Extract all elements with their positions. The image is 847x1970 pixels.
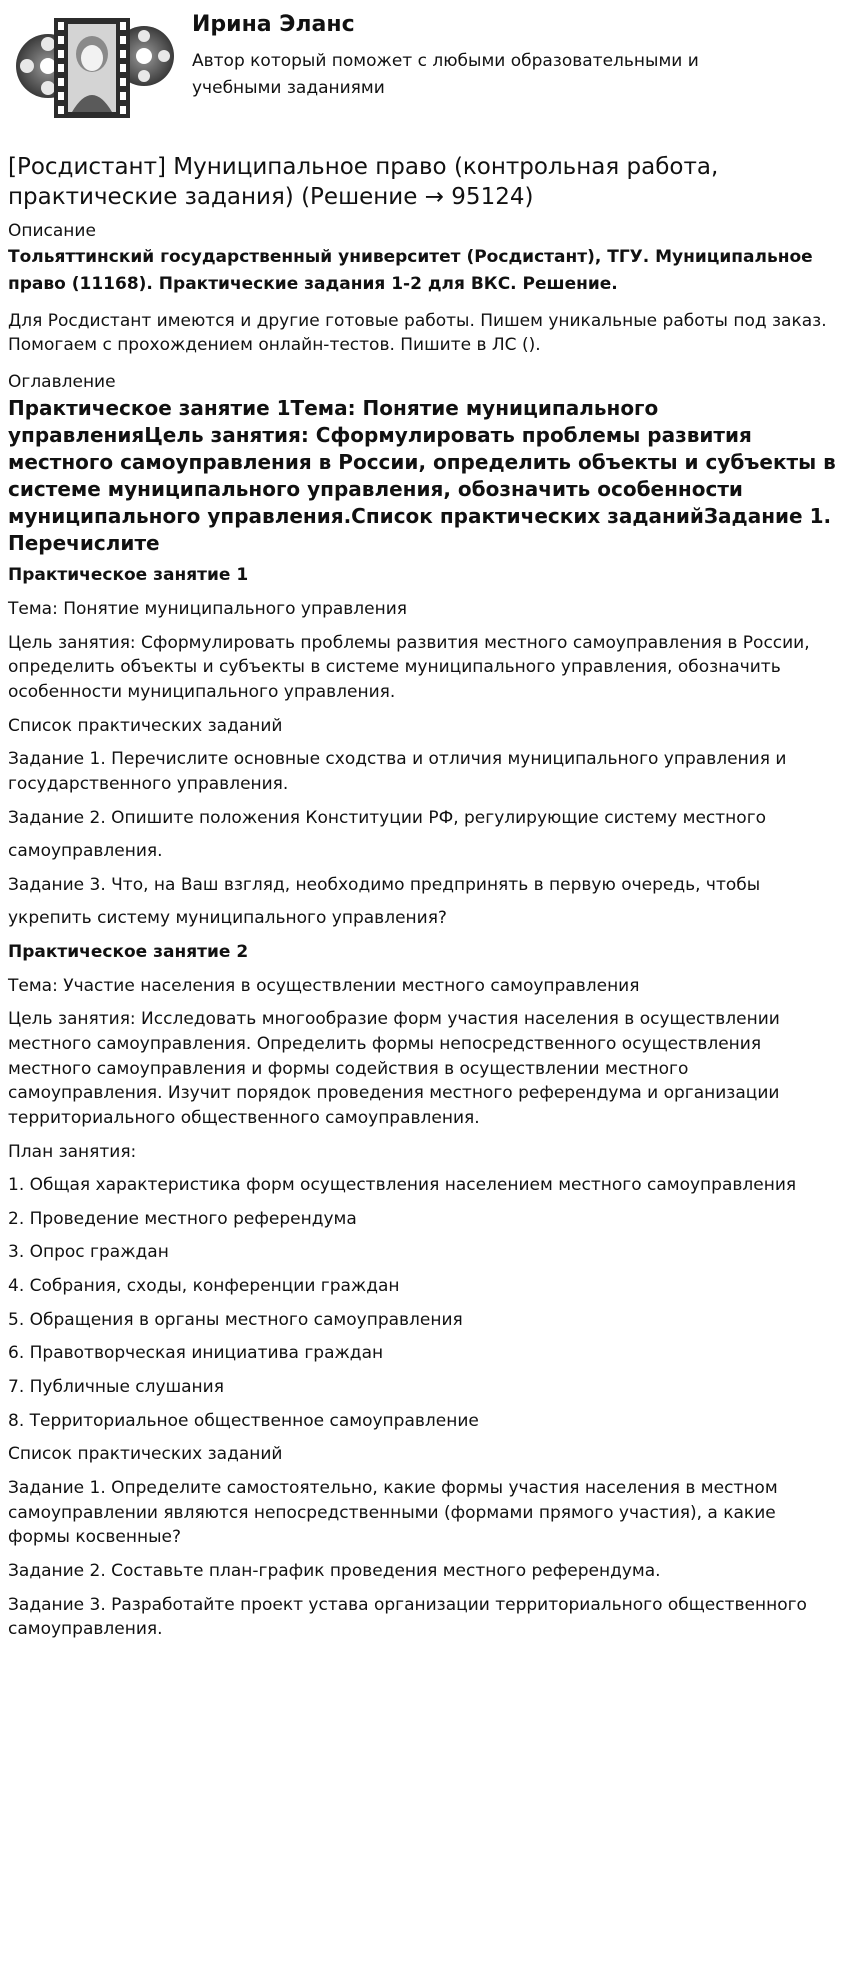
practice1-task1: Задание 1. Перечислите основные сходства и отличия муниципального управления и государственного управления. (8, 749, 787, 794)
author-description: Автор который поможет с любыми образовательными и учебными заданиями (192, 51, 699, 98)
practice1-tasks-label: Список практических заданий (8, 715, 283, 736)
plan-item: 8. Территориальное общественное самоуправление (8, 1410, 479, 1431)
description-text: Для Росдистант имеются и другие готовые работы. Пишем уникальные работы под заказ. Помогаем с прохождением онлайн-тестов. Пишите в ЛС (). (8, 310, 827, 356)
toc-heading: Практическое занятие 1Тема: Понятие муниципального управленияЦель занятия: Сформулировать проблемы развития местного самоуправления в России, определить объекты и субъекты в системе муниципального управления, обозначить особенности муниципального управления.Список практических заданийЗадание 1. Перечислите (8, 396, 836, 556)
author-card (8, 8, 839, 128)
plan-item: 4. Собрания, сходы, конференции граждан (8, 1276, 400, 1297)
author-name[interactable]: Ирина Эланс (192, 12, 355, 37)
film-reel-avatar-icon (8, 8, 180, 128)
practice2-heading: Практическое занятие 2 (8, 942, 249, 963)
practice1-task3: Задание 3. Что, на Ваш взгляд, необходимо предпринять в первую очередь, чтобы (8, 874, 761, 895)
practice1-task2-continued: самоуправления. (8, 841, 163, 862)
plan-item: 7. Публичные слушания (8, 1377, 224, 1398)
practice1-goal: Цель занятия: Сформулировать проблемы развития местного самоуправления в России, определить объекты и субъекты в системе муниципального управления, обозначить особенности муниципального управления. (8, 632, 810, 702)
practice2-topic: Тема: Участие населения в осуществлении местного самоуправления (8, 975, 640, 996)
plan-item: 1. Общая характеристика форм осуществления населением местного самоуправления (8, 1175, 797, 1196)
practice1-topic: Тема: Понятие муниципального управления (8, 599, 408, 620)
avatar[interactable] (8, 8, 180, 128)
description-label: Описание (8, 220, 96, 241)
practice2-task1: Задание 1. Определите самостоятельно, какие формы участия населения в местном самоуправлении являются непосредственными (формами прямого участия), а какие формы косвенные? (8, 1477, 778, 1548)
practice1-task3-continued: укрепить систему муниципального управления? (8, 908, 447, 929)
practice2-plan-label: План занятия: (8, 1141, 137, 1162)
toc-label: Оглавление (8, 371, 116, 392)
practice2-task3: Задание 3. Разработайте проект устава организации территориального общественного самоуправления. (8, 1594, 807, 1640)
plan-item: 2. Проведение местного референдума (8, 1208, 357, 1229)
plan-item: 3. Опрос граждан (8, 1242, 169, 1263)
practice2-task2: Задание 2. Составьте план-график проведения местного референдума. (8, 1560, 661, 1581)
practice1-heading: Практическое занятие 1 (8, 565, 249, 586)
practice2-goal: Цель занятия: Исследовать многообразие форм участия населения в осуществлении местного самоуправления. Определить формы непосредственного осуществления местного самоуправления и формы содействия в осуществлении местного самоуправления. Изучит порядок проведения местного референдума и организации территориального общественного самоуправления. (8, 1009, 780, 1128)
plan-item: 5. Обращения в органы местного самоуправления (8, 1309, 463, 1330)
practice2-tasks-label: Список практических заданий (8, 1444, 283, 1465)
description-bold-text: Тольяттинский государственный университет (Росдистант), ТГУ. Муниципальное право (11168). Практические задания 1-2 для ВКС. Решение. (8, 247, 813, 295)
author-info (180, 8, 792, 101)
document-title: [Росдистант] Муниципальное право (контрольная работа, практические задания) (Решение → 95124) (8, 154, 719, 211)
practice1-task2: Задание 2. Опишите положения Конституции РФ, регулирующие систему местного (8, 807, 767, 828)
plan-item: 6. Правотворческая инициатива граждан (8, 1343, 384, 1364)
